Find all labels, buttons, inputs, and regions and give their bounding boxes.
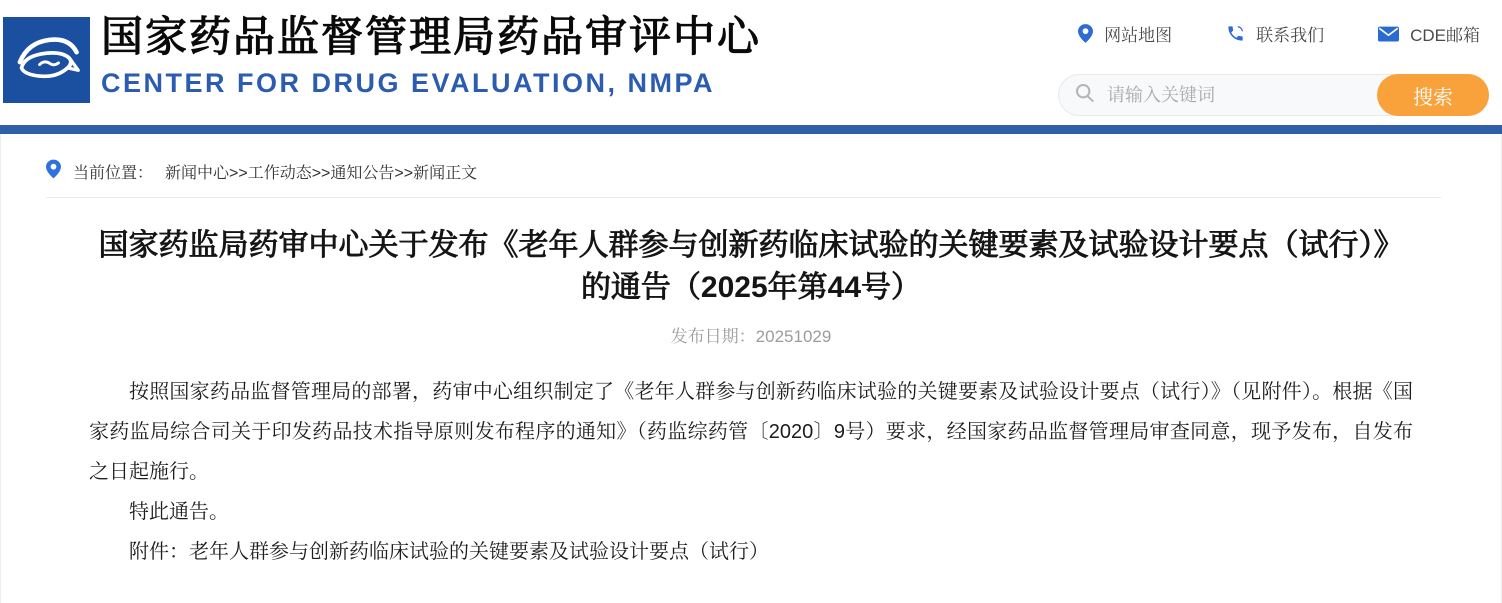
phone-icon: [1226, 24, 1245, 43]
header-divider-bar: [0, 125, 1502, 134]
publish-date-value: 20251029: [755, 327, 832, 346]
site-titles: [101, 13, 761, 99]
quick-link-mailbox[interactable]: [1378, 21, 1480, 46]
site-header: [0, 0, 1502, 125]
quick-link-contact[interactable]: [1226, 21, 1324, 46]
breadcrumb-label: 当前位置：: [73, 165, 154, 182]
location-pin-icon: [46, 159, 61, 184]
quick-link-label: CDE邮箱: [1410, 26, 1480, 45]
quick-link-sitemap[interactable]: [1078, 21, 1172, 46]
envelope-icon: [1378, 26, 1399, 42]
article-title-line1: 国家药监局药审中心关于发布《老年人群参与创新药临床试验的关键要素及试验设计要点（试行）》: [98, 229, 1404, 262]
cde-logo[interactable]: [3, 17, 90, 103]
attachment-link[interactable]: 附件：老年人群参与创新药临床试验的关键要素及试验设计要点（试行）: [129, 541, 769, 563]
publish-date-label: 发布日期：: [670, 327, 756, 346]
article-title-line2: 的通告（2025年第44号）: [580, 271, 922, 304]
breadcrumb-path[interactable]: 新闻中心>>工作动态>>通知公告>>新闻正文: [165, 165, 478, 182]
quick-link-label: 联系我们: [1256, 26, 1325, 45]
article-title: [89, 225, 1413, 309]
search-button[interactable]: 搜索: [1377, 74, 1489, 116]
site-title-zh: 国家药品监督管理局药品审评中心: [101, 13, 762, 60]
breadcrumb: [46, 134, 1441, 198]
search-icon: [1075, 83, 1095, 108]
quick-link-label: 网站地图: [1104, 26, 1173, 45]
article-paragraph: 按照国家药品监督管理局的部署，药审中心组织制定了《老年人群参与创新药临床试验的关键要素及试验设计要点（试行）》（见附件）。根据《国家药监局综合司关于印发药品技术指导原则发布程序的通知》（药监综药管〔2020〕9号）要求，经国家药品监督管理局审查同意，现予发布，自发布之日起施行。: [89, 381, 1413, 483]
site-title-en: CENTER FOR DRUG EVALUATION, NMPA: [101, 68, 715, 99]
content-area: [0, 134, 1502, 603]
search-input[interactable]: [1095, 85, 1377, 106]
cde-swan-logo-icon: [10, 21, 84, 100]
quick-links: [1078, 21, 1480, 46]
article-paragraph: 特此通告。: [129, 501, 229, 523]
search-bar: [1058, 74, 1489, 116]
article-body: [89, 372, 1413, 572]
article: [1, 225, 1501, 572]
publish-date: [89, 322, 1413, 347]
location-pin-icon: [1078, 24, 1093, 43]
